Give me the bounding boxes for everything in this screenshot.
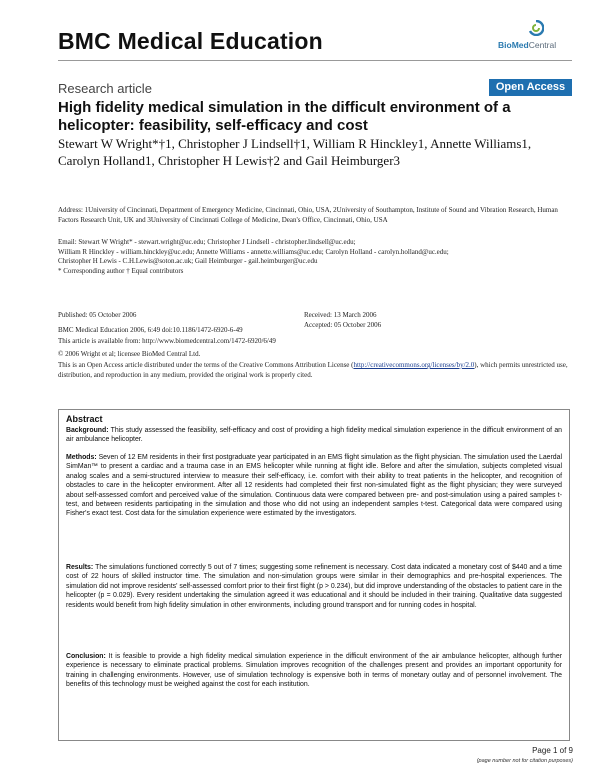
author-list: Stewart W Wright*†1, Christopher J Lindsell†1, William R Hinckley1, Annette Williams1, Carolyn Holland1, Christopher H Lewis†2 and Gail Heimburger3 <box>58 136 532 168</box>
license-text: ), which permits unrestricted use, distribution, and reproduction in any medium, provided the original work is properly cited. <box>58 361 568 379</box>
email-line: Christopher H Lewis - C.H.Lewis@soton.ac.uk; Gail Heimburger - gail.heimburger@uc.edu <box>58 257 318 266</box>
abstract-background <box>66 426 562 445</box>
logo-name-1: BioMed <box>498 40 529 50</box>
section-label: Methods: <box>66 454 97 461</box>
license-link[interactable]: http://creativecommons.org/licenses/by/2.0 <box>353 361 475 369</box>
section-text: Seven of 12 EM residents in their first postgraduate year participated in an EMS flight simulation as the flight physician. The simulation used the Laerdal SimMan™ to present a cardiac and a trauma case in an EMS helicopter while running at flight idle. Before and after the simulation, subjects completed visual analog scales and a semi-structured interview to measure their self-efficacy, i.e. comfort with their ability to treat patients in the helicopter, and recognition of obstacles to care in the helicopter environment. After all 12 residents had completed their first non-simulated flight as the flight physician; they were surveyed about self-assessed comfort and perceived value of the simulation. Continuous data were compared between pre- and post-simulation using a paired samples t-test, and between residents participating in the simulation and those who did not using an independent samples t-test. Categorical data were compared using Fisher's exact test. Cost data for the simulation experience were estimated by the investigators. <box>66 454 562 518</box>
article-url[interactable]: This article is available from: http://www.biomedcentral.com/1472-6920/6/49 <box>58 337 276 345</box>
email-line: Email: Stewart W Wright* - stewart.wright@uc.edu; Christopher J Lindsell - christopher.lindsell@uc.edu; <box>58 238 356 246</box>
section-text: It is feasible to provide a high fidelity medical simulation experience in the difficult environment of the air ambulance helicopter, although further experience is necessary to eliminate practical problems. Simulation improves recognition of the challenges present and provides an important opportunity for training in challenging environments. However, use of simulation technology is expensive both in terms of monetary outlay and of personnel involvement. The benefits of this technology must be weighed against the cost for each institution. <box>66 653 562 689</box>
received-info <box>304 311 504 330</box>
biomed-central-logo-icon <box>528 20 544 36</box>
section-label: Background: <box>66 427 109 434</box>
publication-info <box>58 311 318 335</box>
abstract-heading: Abstract <box>66 414 103 424</box>
email-line: William R Hinckley - william.hinckley@uc.edu; Annette Williams - annette.williams@uc.edu; Carolyn Holland - carolyn.holland@uc.edu; <box>58 247 449 256</box>
section-text: The simulations functioned correctly 5 out of 7 times; suggesting some refinement is necessary. Cost data indicated a monetary cost of $440 and a time cost of 22 hours of skilled instructor time. The simulation and non-simulation groups were similar in their demographics and pre-hospital experiences. The simulation did not improve residents' self-assessed comfort prior to their first flight (p > 0.234), but did improve understanding of the obstacles to patient care in the helicopter (p = 0.029). Every resident undertaking the simulation agreed it was educational and it should be included in their training. Qualitative data suggested residents would benefit from high fidelity simulation in other environments, including ground transport and for running codes in hospital. <box>66 564 562 609</box>
section-text: This study assessed the feasibility, self-efficacy and cost of providing a high fidelity medical simulation experience in the difficult environment of an air ambulance helicopter. <box>66 427 562 444</box>
article-title: High fidelity medical simulation in the difficult environment of a helicopter: feasibility, self-efficacy and cost <box>58 99 511 134</box>
published-date: Published: 05 October 2006 <box>58 311 137 319</box>
page-number-note: (page number not for citation purposes) <box>476 758 573 764</box>
license-statement <box>58 361 570 380</box>
received-date: Received: 13 March 2006 <box>304 311 377 319</box>
publisher-logo-text <box>498 40 556 50</box>
corresponding-note: * Corresponding author † Equal contributors <box>58 267 184 275</box>
copyright: © 2006 Wright et al; licensee BioMed Central Ltd. <box>58 350 201 358</box>
journal-title: BMC Medical Education <box>58 28 323 54</box>
citation: BMC Medical Education 2006, 6:49 doi:10.1186/1472-6920-6-49 <box>58 325 243 334</box>
license-text: This is an Open Access article distributed under the terms of the Creative Commons Attribution License ( <box>58 361 354 369</box>
open-access-badge: Open Access <box>489 79 572 96</box>
publisher-logo <box>498 20 570 52</box>
affiliations: Address: 1University of Cincinnati, Department of Emergency Medicine, Cincinnati, Ohio, USA, 2University of Southampton, Institute of Sound and Vibration Research, Human Factors Research Unit, UK and 3University of Cincinnati College of Medicine, Dean's Office, Cincinnati, Ohio, USA <box>58 206 558 224</box>
article-type: Research article <box>58 81 152 96</box>
header-divider <box>58 60 572 61</box>
accepted-date: Accepted: 05 October 2006 <box>304 320 382 329</box>
abstract-methods <box>66 453 562 519</box>
abstract-conclusion <box>66 652 562 690</box>
abstract-results <box>66 563 562 610</box>
page-number: Page 1 of 9 <box>532 746 573 755</box>
logo-name-2: Central <box>528 40 557 50</box>
section-label: Conclusion: <box>66 653 106 660</box>
section-label: Results: <box>66 564 94 571</box>
email-block <box>58 238 570 267</box>
